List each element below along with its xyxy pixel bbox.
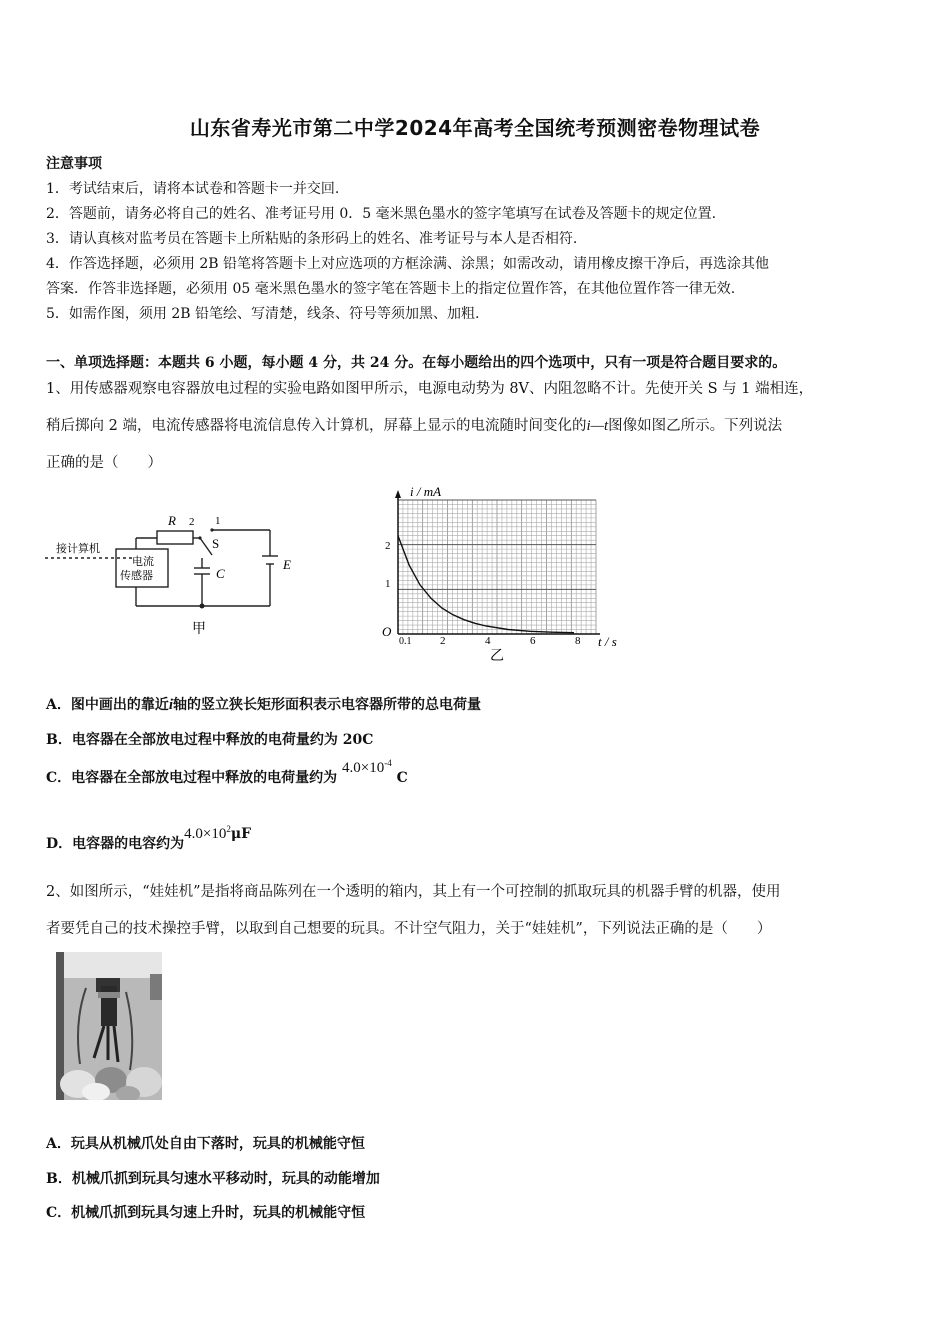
graph-grid — [398, 500, 596, 634]
q1-option-c-value — [342, 760, 392, 776]
q1-option-c-exponent: -4 — [384, 758, 392, 768]
series-line-i — [398, 536, 574, 633]
x-tick-label: 0.1 — [399, 636, 412, 647]
x-axis-label: t / s — [598, 634, 617, 649]
y-axis-label: i / mA — [410, 484, 442, 499]
resistor-R — [157, 531, 193, 544]
q1-option-d-value — [184, 826, 231, 842]
caption-yi: 乙 — [490, 649, 504, 664]
q1-option-c-unit: C — [396, 770, 408, 786]
q1-option-d-exponent: 2 — [226, 824, 231, 834]
q2-option-c[interactable]: C．机械爪抓到玩具匀速上升时，玩具的机械能守恒 — [46, 1205, 366, 1221]
q2-stem-line1: 2、如图所示，“娃娃机”是指将商品陈列在一个透明的箱内，其上有一个可控制的抓取玩具的机器手臂的机器，使用 — [46, 884, 781, 900]
x-tick-label: 4 — [485, 635, 491, 647]
q1-stem-line1: 1、用传感器观察电容器放电过程的实验电路如图甲所示，电源电动势为 8V、内阻忽略不计。先使开关 S 与 1 端相连， — [46, 381, 814, 397]
q1-option-a-pre: 图中画出的靠近 — [70, 697, 169, 713]
origin-label: O — [382, 624, 392, 639]
x-tick-label: 2 — [440, 635, 446, 647]
q2-option-b[interactable]: B．机械爪抓到玩具匀速水平移动时，玩具的动能增加 — [46, 1171, 380, 1187]
q2-option-a[interactable]: A．玩具从机械爪处自由下落时，玩具的机械能守恒 — [46, 1136, 365, 1152]
q1-option-c[interactable] — [46, 758, 408, 787]
q2-stem-line2: 者要凭自己的技术操控手臂，以取到自己想要的玩具。不计空气阻力，关于“娃娃机”，下列说法正确的是（ ） — [46, 921, 772, 937]
x-tick-label: 6 — [530, 635, 536, 647]
note-item: 5．如需作图，须用 2B 铅笔绘、写清楚，线条、符号等须加黑、加粗. — [46, 306, 480, 322]
section-heading: 一、单项选择题：本题共 6 小题，每小题 4 分，共 24 分。在每小题给出的四个选项中，只有一项是符合题目要求的。 — [46, 355, 787, 371]
label-E: E — [283, 557, 291, 572]
q1-option-d-text: D．电容器的电容约为 — [46, 836, 185, 852]
q1-stem-line2a: 稍后掷向 2 端，电流传感器将电流信息传入计算机，屏幕上显示的电流随时间变化的 — [46, 418, 587, 434]
label-R: R — [168, 513, 176, 528]
it-graph — [378, 484, 628, 664]
x-tick-label: 8 — [575, 635, 581, 647]
label-sensor-1: 电流 — [132, 556, 154, 568]
label-terminal-1: 1 — [215, 515, 221, 527]
circuit-diagram — [40, 508, 310, 648]
q1-stem-line2 — [46, 414, 782, 435]
q1-option-c-text: C．电容器在全部放电过程中释放的电荷量约为 — [46, 770, 338, 786]
q1-option-a-post: 轴的竖立狭长矩形面积表示电容器所带的总电荷量 — [173, 697, 482, 713]
y-tick-label: 2 — [385, 540, 391, 552]
label-sensor-2: 传感器 — [120, 570, 153, 582]
q1-it-symbol: i—t — [586, 418, 609, 434]
note-item: 答案．作答非选择题，必须用 05 毫米黑色墨水的签字笔在答题卡上的指定位置作答，在其他位置作答一律无效. — [46, 281, 736, 297]
page-title: 山东省寿光市第二中学2024年高考全国统考预测密卷物理试卷 — [189, 116, 761, 140]
q1-option-b[interactable]: B．电容器在全部放电过程中释放的电荷量约为 20C — [46, 732, 374, 748]
q1-option-a-label: A． — [46, 697, 71, 713]
y-tick-label: 1 — [385, 578, 391, 590]
q1-option-d-unit: μF — [230, 826, 252, 842]
label-S: S — [212, 536, 220, 551]
q1-option-a[interactable] — [46, 694, 481, 714]
note-item: 4．作答选择题，必须用 2B 铅笔将答题卡上对应选项的方框涂满、涂黑；如需改动，请用橡皮擦干净后，再选涂其他 — [46, 256, 769, 272]
caption-jia: 甲 — [192, 622, 206, 637]
label-terminal-2: 2 — [189, 516, 195, 528]
q1-option-a-var: i — [168, 697, 174, 713]
note-item: 3．请认真核对监考员在答题卡上所粘贴的条形码上的姓名、准考证号与本人是否相符. — [46, 231, 578, 247]
note-item: 2．答题前，请务必将自己的姓名、准考证号用 0．5 毫米黑色墨水的签字笔填写在试卷及答题卡的规定位置. — [46, 206, 717, 222]
q1-stem-line3: 正确的是（ ） — [46, 455, 162, 471]
q1-option-c-mantissa: 4.0×10 — [342, 760, 385, 776]
claw-machine-photo — [56, 952, 162, 1100]
q1-option-d[interactable] — [46, 824, 252, 853]
label-C: C — [216, 566, 225, 581]
label-computer: 接计算机 — [56, 543, 100, 555]
q1-stem-line2b: 图像如图乙所示。下列说法 — [608, 418, 783, 434]
q1-option-d-mantissa: 4.0×10 — [184, 826, 227, 842]
switch-blade — [200, 538, 212, 555]
notes-heading: 注意事项 — [46, 156, 102, 172]
note-item: 1．考试结束后，请将本试卷和答题卡一并交回. — [46, 181, 340, 197]
